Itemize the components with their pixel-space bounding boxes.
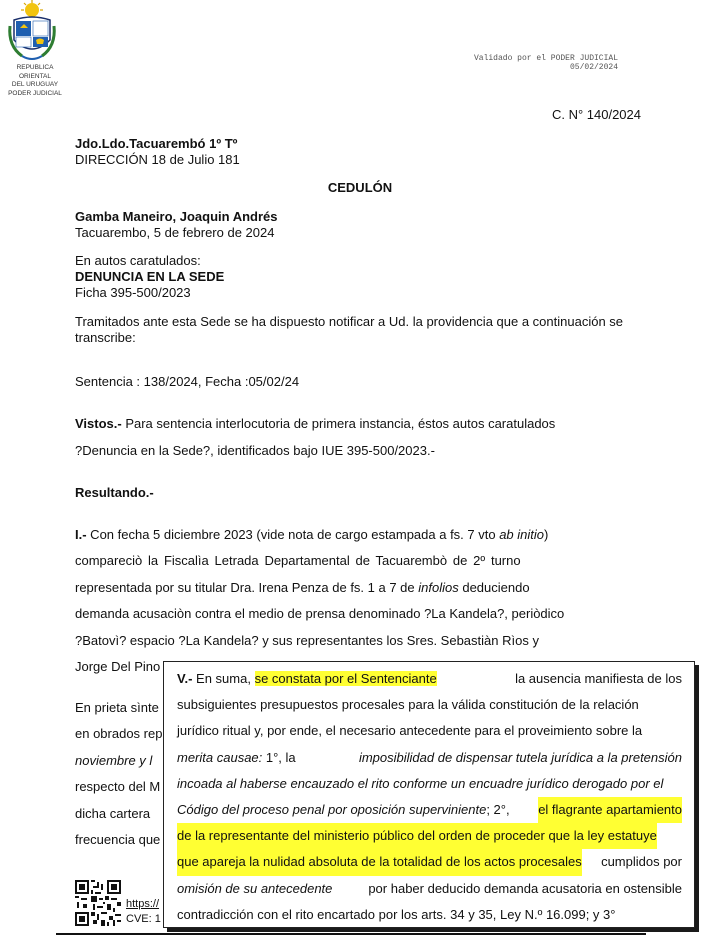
excerpt-line (177, 902, 682, 928)
section-i-line: demanda acusaciòn contra el medio de prensa denominado ?La Kandela?, periòdico (75, 606, 565, 621)
case-title: DENUNCIA EN LA SEDE (75, 269, 225, 284)
notice-line: transcribe: (75, 330, 136, 345)
crest-caption-line: PODER JUDICIAL (8, 89, 62, 97)
vistos-line: ?Denuncia en la Sede?, identificados bajo IUE 395-500/2023.- (75, 443, 435, 458)
excerpt-line (177, 692, 682, 718)
highlighted-text: el flagrante apartamiento (538, 797, 682, 823)
excerpt-text (177, 666, 682, 928)
vistos-paragraph (75, 416, 555, 432)
partial-line: noviembre y l (75, 753, 153, 768)
section-v-label: V.- (177, 671, 193, 686)
excerpt-italic: incoada al haberse encauzado el rito conforme un encuadre jurídico derogado por el (177, 775, 664, 791)
excerpt-line (177, 849, 682, 875)
section-i-text: deduciendo (458, 580, 530, 595)
sentence-ref: Sentencia : 138/2024, Fecha :05/02/24 (75, 374, 300, 389)
excerpt-line (177, 823, 682, 849)
excerpt-line (177, 745, 682, 771)
excerpt-line (177, 876, 682, 902)
ficha-number: Ficha 395-500/2023 (75, 285, 191, 300)
vistos-text: Para sentencia interlocutoria de primera instancia, éstos autos caratulados (121, 416, 556, 431)
validation-stamp (430, 54, 618, 72)
excerpt-line (177, 718, 682, 744)
highlighted-text: que apareja la nulidad absoluta de la totalidad de los actos procesales (177, 849, 582, 875)
highlighted-text: se constata por el Sentenciante (254, 671, 437, 686)
partial-line: en obrados rep (75, 726, 163, 741)
resultando-heading: Resultando.- (75, 485, 154, 500)
partial-line: En prieta sìnte (75, 700, 159, 715)
court-address: DIRECCIÓN 18 de Julio 181 (75, 152, 240, 167)
verification-link[interactable]: https:// (126, 898, 160, 910)
excerpt-italic: Código del proceso penal por oposición superviniente (177, 802, 487, 818)
partial-line: respecto del M (75, 779, 161, 794)
case-number: C. N° 140/2024 (551, 107, 641, 122)
cve-code: CVE: 1 (126, 913, 161, 925)
crest-caption (0, 64, 70, 98)
section-i-line: compareciò la Fiscalìa Letrada Departamental de Tacuarembò de 2º turno (75, 553, 521, 568)
excerpt-text-run: jurídico ritual y, por ende, el necesario antecedente para el proveimiento sobre la (177, 723, 643, 739)
excerpt-text-run: ; 2°, (486, 802, 514, 818)
document-title: CEDULÓN (327, 180, 393, 195)
section-i-italic: infolios (418, 580, 459, 595)
excerpt-text-run: En suma, (192, 671, 255, 686)
qr-code-icon (75, 880, 121, 926)
excerpt-line (177, 797, 682, 823)
section-i-line (75, 580, 530, 596)
autos-label: En autos caratulados: (75, 253, 201, 268)
recipient-place-date: Tacuarembo, 5 de febrero de 2024 (75, 225, 275, 240)
validation-date: 05/02/2024 (569, 63, 618, 72)
recipient-name: Gamba Maneiro, Joaquin Andrés (75, 209, 278, 224)
excerpt-popup (163, 661, 695, 928)
crest-caption-line: DEL URUGUAY (11, 81, 59, 88)
footer-divider (56, 933, 646, 935)
partial-line: frecuencia que (75, 832, 161, 847)
excerpt-text-run: subsiguientes presupuestos procesales para la válida constitución de la relación (177, 697, 639, 713)
excerpt-text-run: cumplidos por (597, 854, 682, 870)
excerpt-text-run: contradicción con el rito encartado por los arts. 34 y 35, Ley N.º 16.099; y 3° (177, 906, 616, 922)
excerpt-text-run: por haber deducido demanda acusatoria en ostensible (364, 880, 682, 896)
highlighted-text: de la representante del ministerio público del orden de proceder que la ley estatuye (177, 823, 657, 849)
excerpt-text-run: 1°, la (262, 749, 300, 765)
excerpt-line (177, 771, 682, 797)
section-i-text: representada por su titular Dra. Irena Penza de fs. 1 a 7 de (75, 580, 419, 595)
vistos-label: Vistos.- (75, 416, 122, 431)
section-i-line: ?Batovì? espacio ?La Kandela? y sus representantes los Sres. Sebastiàn Rìos y (75, 633, 539, 648)
excerpt-italic: omisión de su antecedente (177, 880, 333, 896)
section-i-label: I.- (75, 527, 87, 542)
uruguay-coat-of-arms-icon (6, 0, 58, 64)
excerpt-line (177, 666, 682, 692)
section-i-line (75, 527, 548, 543)
excerpt-text-run: la ausencia manifiesta de los (511, 671, 682, 686)
validation-line: Validado por el PODER JUDICIAL (473, 54, 618, 63)
court-name: Jdo.Ldo.Tacuarembó 1º Tº (75, 136, 238, 151)
section-i-italic: ab initio (499, 527, 545, 542)
excerpt-italic: imposibilidad de dispensar tutela jurídica a la pretensión (358, 749, 682, 765)
section-i-line: Jorge Del Pino (75, 659, 161, 674)
crest-caption-line: REPUBLICA ORIENTAL (16, 64, 54, 80)
partial-line: dicha cartera (75, 806, 151, 821)
excerpt-italic: merita causae: (177, 749, 263, 765)
section-i-text: ) (544, 527, 549, 542)
notice-line: Tramitados ante esta Sede se ha dispuesto notificar a Ud. la providencia que a continuación se (75, 314, 624, 329)
section-i-text: Con fecha 5 diciembre 2023 (vide nota de cargo estampada a fs. 7 vto (86, 527, 500, 542)
